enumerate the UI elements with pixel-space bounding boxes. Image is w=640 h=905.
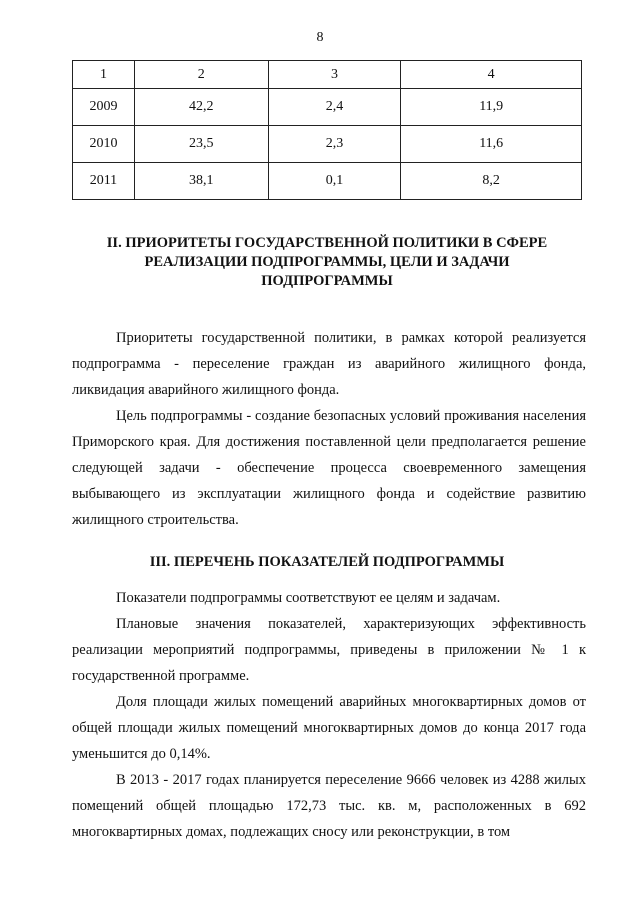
table-header-cell: 2: [134, 61, 268, 89]
table-header-cell: 3: [268, 61, 401, 89]
section-2-heading: [72, 234, 582, 291]
table-cell: 11,6: [401, 126, 582, 163]
table-row: [73, 89, 582, 126]
page-number: 8: [316, 30, 324, 45]
section-3-paragraph-share: Доля площади жилых помещений аварийных многоквартирных домов от общей площади жилых помещений многоквартирных домов до конца 2017 года уменьшится до 0,14%.: [72, 694, 586, 762]
section-3-paragraph-resettlement: В 2013 - 2017 годах планируется переселение 9666 человек из 4288 жилых помещений общей площадью 172,73 тыс. кв. м, расположенных в 692 многоквартирных домах, подлежащих сносу или реконструкции, в том: [72, 772, 586, 840]
table-cell-year: 2011: [73, 163, 135, 200]
table-cell-year: 2010: [73, 126, 135, 163]
table-cell: 42,2: [134, 89, 268, 126]
table-header-cell: 1: [73, 61, 135, 89]
section-2-heading-line: ПОДПРОГРАММЫ: [261, 273, 393, 289]
table-row: [73, 163, 582, 200]
table-header-cell: 4: [401, 61, 582, 89]
table-header-row: [73, 61, 582, 89]
section-3-paragraph-indicators: Показатели подпрограммы соответствуют ее целям и задачам.: [116, 590, 501, 606]
table-cell: 38,1: [134, 163, 268, 200]
table-row: [73, 126, 582, 163]
section-3-paragraph-planned-values: Плановые значения показателей, характеризующих эффективность реализации мероприятий подпрограммы, приведены в приложении № 1 к государственной программе.: [72, 616, 586, 684]
data-table: [72, 60, 582, 200]
table-cell-year: 2009: [73, 89, 135, 126]
table-cell: 0,1: [268, 163, 401, 200]
section-2-paragraph-goal: Цель подпрограммы - создание безопасных условий проживания населения Приморского края. Для достижения поставленной цели предполагается решение следующей задачи - обеспечение процесса своевременного замещения выбывающего из эксплуатации жилищного фонда и содействие развитию жилищного строительства.: [72, 408, 586, 528]
section-2-heading-line: РЕАЛИЗАЦИИ ПОДПРОГРАММЫ, ЦЕЛИ И ЗАДАЧИ: [144, 254, 510, 270]
section-2-paragraph-priorities: Приоритеты государственной политики, в рамках которой реализуется подпрограмма - переселение граждан из аварийного жилищного фонда, ликвидация аварийного жилищного фонда.: [72, 330, 586, 398]
table-cell: 23,5: [134, 126, 268, 163]
table-cell: 8,2: [401, 163, 582, 200]
table-cell: 11,9: [401, 89, 582, 126]
table-cell: 2,4: [268, 89, 401, 126]
section-2-heading-line: II. ПРИОРИТЕТЫ ГОСУДАРСТВЕННОЙ ПОЛИТИКИ В СФЕРЕ: [106, 235, 548, 251]
section-3-heading: III. ПЕРЕЧЕНЬ ПОКАЗАТЕЛЕЙ ПОДПРОГРАММЫ: [149, 554, 505, 570]
table-cell: 2,3: [268, 126, 401, 163]
